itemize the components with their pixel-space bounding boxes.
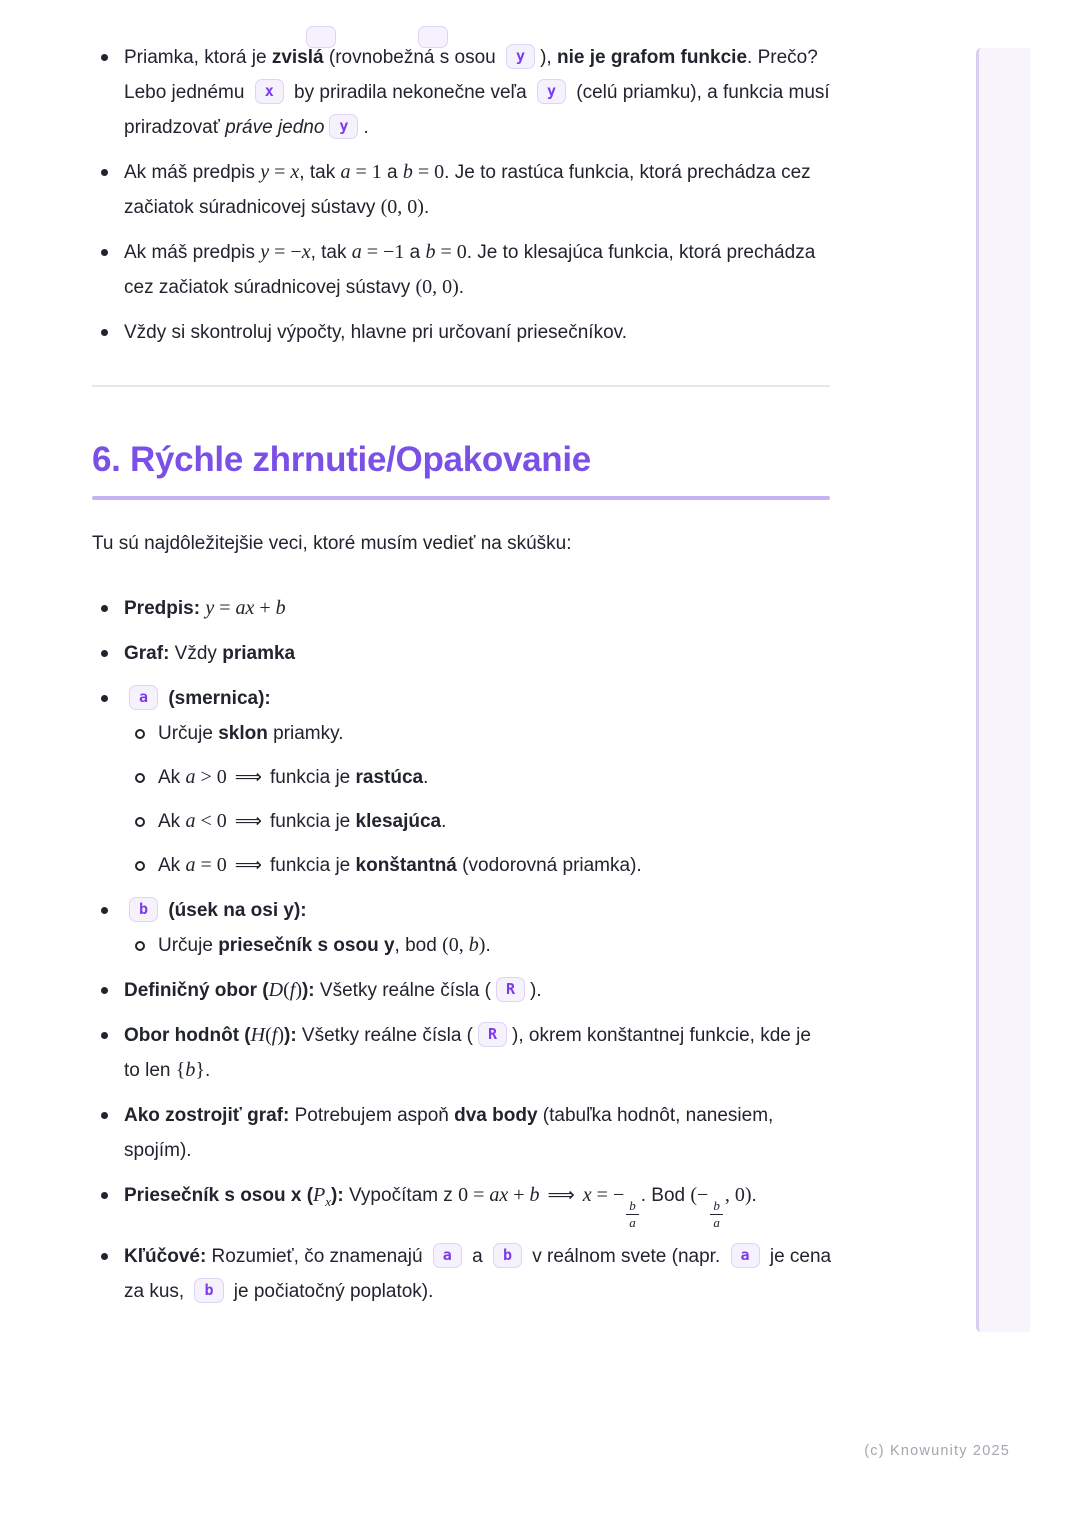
bold-text: nie je grafom funkcie [556,47,748,68]
inline-code-badge: y [537,79,566,104]
summary-bullet-list [92,591,832,1309]
spacer [92,561,832,591]
math-variable: a [185,766,196,788]
sub-bullet-list [124,716,832,883]
math-variable: x [290,161,300,183]
copyright-footer: (c) Knowunity 2025 [864,1443,1010,1459]
list-item: Priesečník s osou x $(P_x)$: Vypočítam z 0 = ax + b ⟹ x = − $\frac{b}{a}$ . Bod (− $\frac{b}{a}$ , 0). [92,1178,832,1229]
inline-code-badge: a [129,685,158,710]
bold-text: Definičný obor ( [124,980,269,1001]
inline-code-badge: R [478,1022,507,1047]
bold-text: priamka [222,643,296,664]
next-page-edge [976,48,1030,1332]
bold-text: klesajúca [355,811,442,832]
list-item: Ak máš predpis y = x, tak a = 1 a b = 0. Je to rastúca funkcia, ktorá prechádza cez začiatok súradnicovej sústavy (0, 0). [92,155,832,225]
list-item [92,681,832,883]
math-variable: a [340,161,351,183]
sub-list-item: Ak a = 0 ⟹ funkcia je konštantná (vodorovná priamka). [124,848,832,883]
math-variable: a [351,241,362,263]
inline-code-badge: y [506,44,535,69]
math-variable: y [205,597,215,619]
math-variable: ax [489,1184,509,1206]
math-variable: a [185,810,196,832]
bold-text: Ako zostrojiť graf: [124,1105,290,1126]
implies-arrow: ⟹ [234,810,262,832]
bold-text: dva body [454,1105,538,1126]
sub-list-item: Ak a > 0 ⟹ funkcia je rastúca. [124,760,832,795]
inline-code-badge: b [493,1243,522,1268]
math-variable-subscript: $P_x$ [313,1184,332,1209]
bold-text: Predpis: [124,598,201,619]
math-variable: b [275,597,286,619]
list-item [92,893,832,963]
bold-text: sklon [218,723,268,744]
notes-bullet-list [92,40,832,350]
bold-text: Obor hodnôt ( [124,1025,251,1046]
math-variable: H [250,1024,266,1046]
section-heading: 6. Rýchle zhrnutie/Opakovanie [92,440,591,479]
bold-text: Priesečník s osou x ( [124,1185,314,1206]
inline-code-badge: b [194,1278,223,1303]
list-item: Priamka, ktorá je zvislá (rovnobežná s osou y ), nie je grafom funkcie. Prečo? Lebo jednému x by priradila nekonečne veľa y (celú priamku), a funkcia musí priradzovať práve jedno y . [92,40,832,145]
math-variable: b [468,934,479,956]
sub-list-item: Určuje sklon priamky. [124,716,832,751]
bold-text: ): [284,1025,297,1046]
inline-code-badge: x [255,79,284,104]
document-content [92,40,832,1319]
math-variable: f [289,979,296,1001]
math-variable: y [260,241,270,263]
math-variable: D [268,979,284,1001]
math-variable: ax [235,597,255,619]
inline-code-badge: b [129,897,158,922]
math-variable: a [185,854,196,876]
math-variable: b [425,241,436,263]
list-item: Predpis: y = ax + b [92,591,832,626]
bold-text: (úsek na osi y): [168,900,307,921]
sub-bullet-list [124,928,832,963]
inline-code-badge: y [329,114,358,139]
list-item: Vždy si skontroluj výpočty, hlavne pri určovaní priesečníkov. [92,315,832,350]
sub-list-item: Ak a < 0 ⟹ funkcia je klesajúca. [124,804,832,839]
list-item: Kľúčové: Rozumieť, čo znamenajú a a b v reálnom svete (napr. a je cena za kus, b je počiatočný poplatok). [92,1239,832,1309]
bold-text: konštantná [355,855,457,876]
section-divider [92,385,830,387]
bold-text: zvislá [271,47,324,68]
inline-code-badge: R [496,977,525,1002]
list-item: Obor hodnôt (H(f)): Všetky reálne čísla ( R ), okrem konštantnej funkcie, kde je to len {b}. [92,1018,832,1088]
math-variable: b [185,1059,196,1081]
intro-paragraph: Tu sú najdôležitejšie veci, ktoré musím vedieť na skúšku: [92,533,572,554]
bold-text: Kľúčové: [124,1246,207,1267]
math-variable: b [529,1184,540,1206]
math-variable: x [301,241,311,263]
math-variable: y [260,161,270,183]
list-item: Ak máš predpis y = −x, tak a = −1 a b = 0. Je to klesajúca funkcia, ktorá prechádza cez začiatok súradnicovej sústavy (0, 0). [92,235,832,305]
sub-list-item: Určuje priesečník s osou y, bod (0, b). [124,928,832,963]
math-fraction: $\frac{b}{a}$ [626,1199,639,1229]
implies-arrow: ⟹ [234,854,262,876]
list-item: Definičný obor (D(f)): Všetky reálne čísla ( R ). [92,973,832,1008]
math-variable: x [582,1184,592,1206]
inline-code-badge: a [433,1243,462,1268]
implies-arrow: ⟹ [234,766,262,788]
bold-text: ): [301,980,315,1001]
inline-code-badge: a [731,1243,760,1268]
math-variable: b [402,161,413,183]
bold-text: (smernica): [168,688,271,709]
heading-underline [92,496,830,500]
math-variable: f [271,1024,278,1046]
math-fraction: $\frac{b}{a}$ [710,1199,723,1229]
list-item: Ako zostrojiť graf: Potrebujem aspoň dva body (tabuľka hodnôt, nanesiem, spojím). [92,1098,832,1168]
bold-text: rastúca [355,767,424,788]
bold-text: ): [331,1185,344,1206]
bold-text: Graf: [124,643,170,664]
implies-arrow: ⟹ [547,1184,575,1206]
list-item: Graf: Vždy priamka [92,636,832,671]
bold-text: priesečník s osou y [218,935,395,956]
